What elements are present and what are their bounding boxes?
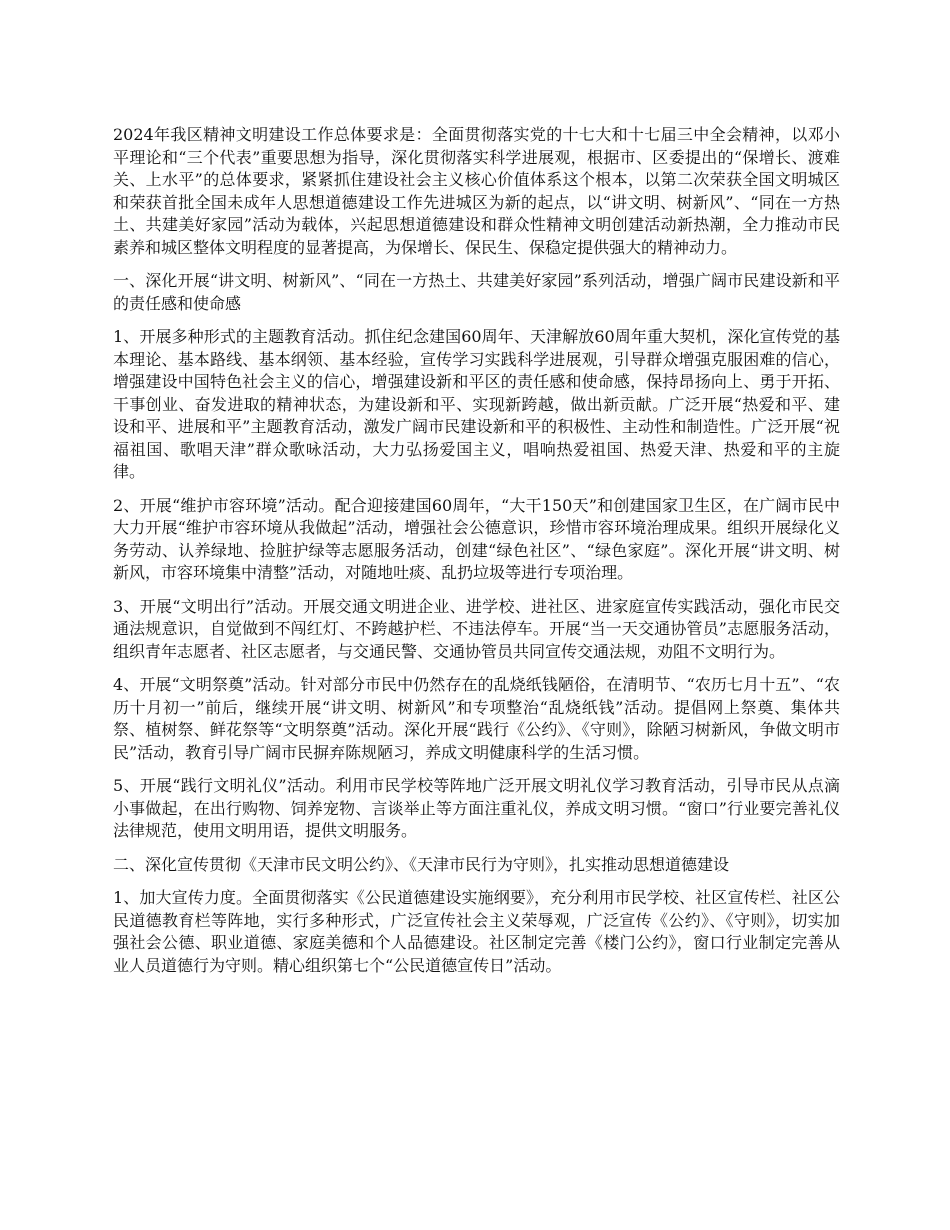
item-paragraph-1-2: 2、开展“维护市容环境”活动。配合迎接建国60周年，“大干150天”和创建国家卫生区，在广阔市民中大力开展“维护市容环境从我做起”活动，增强社会公德意识，珍惜市容环境治理成果。组织开展绿化义务劳动、认养绿地、捡脏护绿等志愿服务活动，创建“绿色社区”、“绿色家庭”。深化开展“讲文明、树新风，市容环境集中清整”活动，对随地吐痰、乱扔垃圾等进行专项治理。 [113,495,840,582]
section-heading-2: 二、深化宣传贯彻《天津市民文明公约》、《天津市民行为守则》，扎实推动思想道德建设 [113,854,730,874]
section-heading-1: 一、深化开展“讲文明、树新风”、“同在一方热土、共建美好家园”系列活动，增强广阔市民建设新和平的责任感和使命感 [113,271,840,313]
item-paragraph-1-3: 3、开展“文明出行”活动。开展交通文明进企业、进学校、进社区、进家庭宣传实践活动，强化市民交通法规意识，自觉做到不闯红灯、不跨越护栏、不违法停车。开展“当一天交通协管员”志愿服务活动，组织青年志愿者、社区志愿者，与交通民警、交通协管员共同宣传交通法规，劝阻不文明行为。 [113,596,840,661]
item-paragraph-1-4: 4、开展“文明祭奠”活动。针对部分市民中仍然存在的乱烧纸钱陋俗，在清明节、“农历七月十五”、“农历十月初一”前后，继续开展“讲文明、树新风”和专项整治“乱烧纸钱”活动。提倡网上祭奠、集体共祭、植树祭、鲜花祭等“文明祭奠”活动。深化开展“践行《公约》、《守则》，除陋习树新风，争做文明市民”活动，教育引导广阔市民摒弃陈规陋习，养成文明健康科学的生活习惯。 [113,675,840,762]
intro-paragraph: 2024年我区精神文明建设工作总体要求是：全面贯彻落实党的十七大和十七届三中全会精神，以邓小平理论和“三个代表”重要思想为指导，深化贯彻落实科学进展观，根据市、区委提出的“保增长、渡难关、上水平”的总体要求，紧紧抓住建设社会主义核心价值体系这个根本，以第二次荣获全国文明城区和荣获首批全国未成年人思想道德建设工作先进城区为新的起点，以“讲文明、树新风”、“同在一方热土、共建美好家园”活动为载体，兴起思想道德建设和群众性精神文明创建活动新热潮，全力推动市民素养和城区整体文明程度的显著提高，为保增长、保民生、保稳定提供强大的精神动力。 [113,125,840,257]
item-paragraph-1-1: 1、开展多种形式的主题教育活动。抓住纪念建国60周年、天津解放60周年重大契机，深化宣传党的基本理论、基本路线、基本纲领、基本经验，宣传学习实践科学进展观，引导群众增强克服困难的信心，增强建设中国特色社会主义的信心，增强建设新和平区的责任感和使命感，保持昂扬向上、勇于开拓、干事创业、奋发进取的精神状态，为建设新和平、实现新跨越，做出新贡献。广泛开展“热爱和平、建设和平、进展和平”主题教育活动，激发广阔市民建设新和平的积极性、主动性和制造性。广泛开展“祝福祖国、歌唱天津”群众歌咏活动，大力弘扬爱国主义，唱响热爱祖国、热爱天津、热爱和平的主旋律。 [113,327,840,481]
item-paragraph-1-5: 5、开展“践行文明礼仪”活动。利用市民学校等阵地广泛开展文明礼仪学习教育活动，引导市民从点滴小事做起，在出行购物、饲养宠物、言谈举止等方面注重礼仪，养成文明习惯。“窗口”行业要完善礼仪法律规范，使用文明用语，提供文明服务。 [113,776,840,840]
item-paragraph-2-1: 1、加大宣传力度。全面贯彻落实《公民道德建设实施纲要》，充分利用市民学校、社区宣传栏、社区公民道德教育栏等阵地，实行多种形式，广泛宣传社会主义荣辱观，广泛宣传《公约》、《守则》，切实加强社会公德、职业道德、家庭美德和个人品德建设。社区制定完善《楼门公约》，窗口行业制定完善从业人员道德行为守则。精心组织第七个“公民道德宣传日”活动。 [113,888,840,975]
